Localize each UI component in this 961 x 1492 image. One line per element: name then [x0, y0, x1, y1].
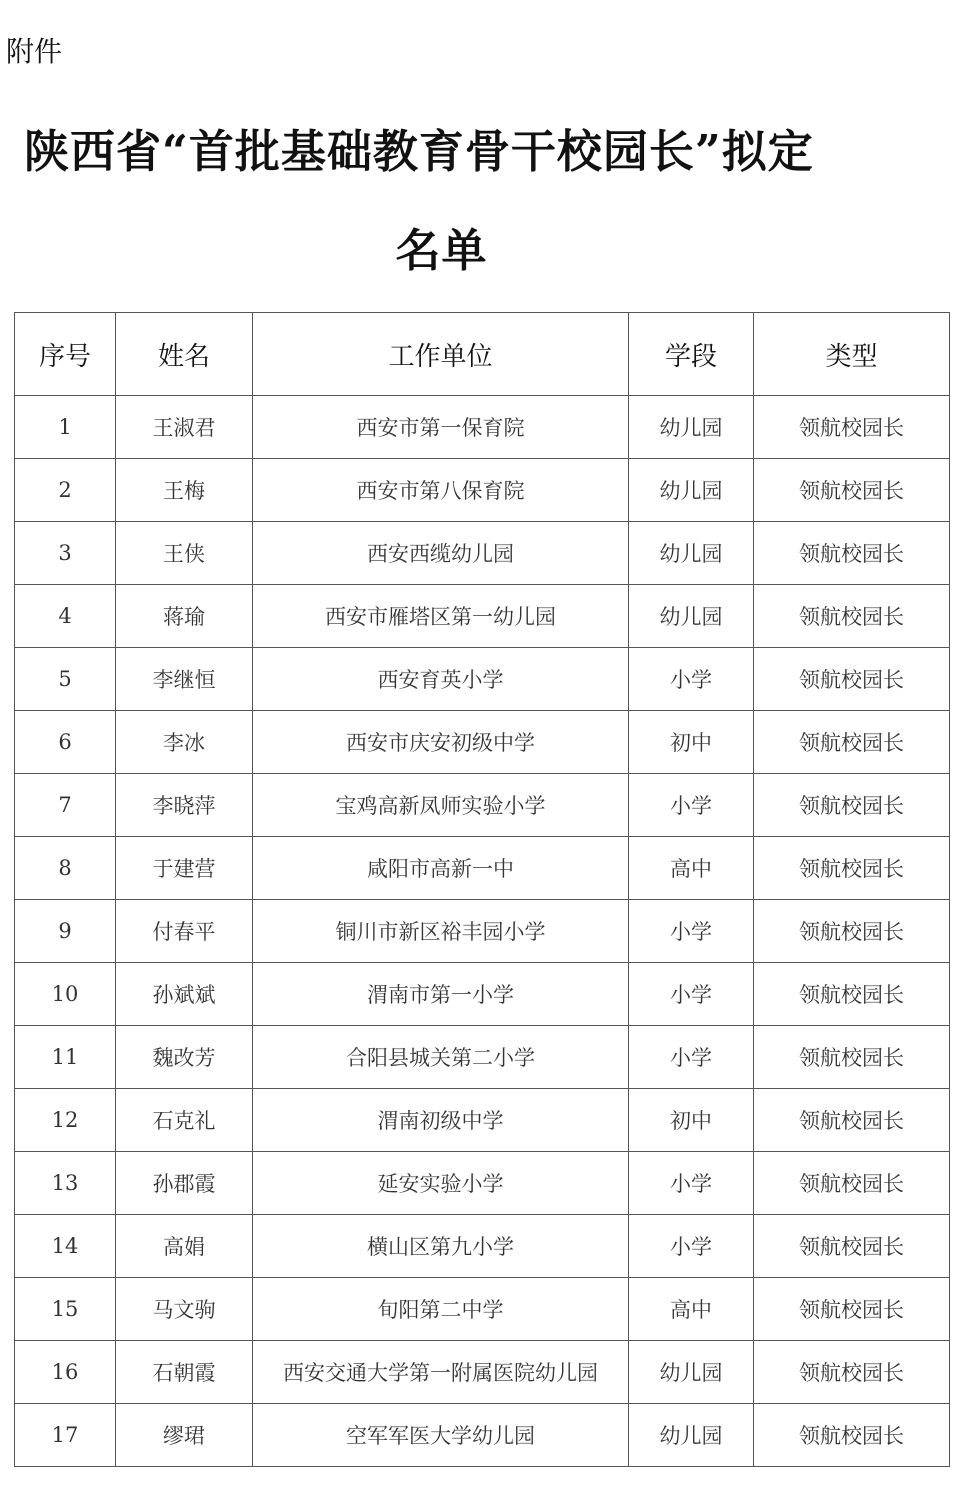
page-title: 陕西省“首批基础教育骨干校园长”拟定	[24, 125, 814, 178]
table-row	[15, 1404, 950, 1467]
cell-stage: 高中	[629, 837, 754, 900]
cell-workplace: 宝鸡高新凤师实验小学	[253, 774, 629, 837]
table-row	[15, 1026, 950, 1089]
cell-index: 5	[15, 648, 116, 711]
table-row	[15, 963, 950, 1026]
table-row	[15, 774, 950, 837]
table-row	[15, 837, 950, 900]
cell-name: 李冰	[116, 711, 253, 774]
table-row	[15, 648, 950, 711]
cell-index: 3	[15, 522, 116, 585]
page-title-line2: 名单	[395, 224, 488, 277]
cell-index: 2	[15, 459, 116, 522]
cell-type: 领航校园长	[754, 774, 950, 837]
cell-name: 于建营	[116, 837, 253, 900]
cell-workplace: 横山区第九小学	[253, 1215, 629, 1278]
cell-index: 15	[15, 1278, 116, 1341]
cell-type: 领航校园长	[754, 459, 950, 522]
cell-name: 蒋瑜	[116, 585, 253, 648]
cell-type: 领航校园长	[754, 837, 950, 900]
cell-type: 领航校园长	[754, 1278, 950, 1341]
table-row	[15, 1152, 950, 1215]
cell-index: 13	[15, 1152, 116, 1215]
cell-stage: 小学	[629, 1215, 754, 1278]
cell-stage: 小学	[629, 900, 754, 963]
cell-workplace: 西安市庆安初级中学	[253, 711, 629, 774]
cell-workplace: 铜川市新区裕丰园小学	[253, 900, 629, 963]
cell-type: 领航校园长	[754, 1404, 950, 1467]
cell-type: 领航校园长	[754, 585, 950, 648]
table-row	[15, 1278, 950, 1341]
header-name: 姓名	[116, 313, 253, 396]
cell-index: 11	[15, 1026, 116, 1089]
table-row	[15, 459, 950, 522]
cell-workplace: 渭南初级中学	[253, 1089, 629, 1152]
cell-type: 领航校园长	[754, 1026, 950, 1089]
cell-name: 高娟	[116, 1215, 253, 1278]
cell-workplace: 西安西缆幼儿园	[253, 522, 629, 585]
cell-name: 李晓萍	[116, 774, 253, 837]
table-row	[15, 522, 950, 585]
cell-type: 领航校园长	[754, 963, 950, 1026]
cell-workplace: 西安市第八保育院	[253, 459, 629, 522]
cell-workplace: 咸阳市高新一中	[253, 837, 629, 900]
candidate-table	[14, 312, 950, 1467]
cell-type: 领航校园长	[754, 1215, 950, 1278]
cell-index: 16	[15, 1341, 116, 1404]
table-row	[15, 900, 950, 963]
header-index: 序号	[15, 313, 116, 396]
cell-name: 王侠	[116, 522, 253, 585]
cell-type: 领航校园长	[754, 1089, 950, 1152]
cell-type: 领航校园长	[754, 900, 950, 963]
cell-workplace: 旬阳第二中学	[253, 1278, 629, 1341]
cell-name: 王淑君	[116, 396, 253, 459]
cell-name: 石朝霞	[116, 1341, 253, 1404]
cell-name: 孙郡霞	[116, 1152, 253, 1215]
cell-name: 孙斌斌	[116, 963, 253, 1026]
header-workplace: 工作单位	[253, 313, 629, 396]
cell-type: 领航校园长	[754, 648, 950, 711]
cell-workplace: 延安实验小学	[253, 1152, 629, 1215]
cell-workplace: 空军军医大学幼儿园	[253, 1404, 629, 1467]
cell-type: 领航校园长	[754, 711, 950, 774]
cell-stage: 小学	[629, 963, 754, 1026]
cell-stage: 小学	[629, 774, 754, 837]
cell-index: 17	[15, 1404, 116, 1467]
table-row	[15, 585, 950, 648]
cell-stage: 幼儿园	[629, 522, 754, 585]
cell-name: 缪珺	[116, 1404, 253, 1467]
cell-workplace: 合阳县城关第二小学	[253, 1026, 629, 1089]
attachment-label: 附件	[6, 35, 63, 68]
table-row	[15, 396, 950, 459]
cell-type: 领航校园长	[754, 1341, 950, 1404]
header-type: 类型	[754, 313, 950, 396]
cell-workplace: 西安育英小学	[253, 648, 629, 711]
cell-stage: 幼儿园	[629, 1404, 754, 1467]
cell-stage: 初中	[629, 711, 754, 774]
cell-index: 6	[15, 711, 116, 774]
cell-stage: 幼儿园	[629, 459, 754, 522]
cell-name: 李继恒	[116, 648, 253, 711]
table-row	[15, 1089, 950, 1152]
cell-index: 9	[15, 900, 116, 963]
cell-workplace: 西安交通大学第一附属医院幼儿园	[253, 1341, 629, 1404]
cell-stage: 高中	[629, 1278, 754, 1341]
cell-type: 领航校园长	[754, 1152, 950, 1215]
cell-stage: 幼儿园	[629, 585, 754, 648]
cell-index: 1	[15, 396, 116, 459]
cell-name: 魏改芳	[116, 1026, 253, 1089]
cell-workplace: 西安市第一保育院	[253, 396, 629, 459]
cell-index: 8	[15, 837, 116, 900]
cell-index: 10	[15, 963, 116, 1026]
cell-stage: 初中	[629, 1089, 754, 1152]
cell-stage: 小学	[629, 648, 754, 711]
cell-stage: 幼儿园	[629, 1341, 754, 1404]
cell-index: 14	[15, 1215, 116, 1278]
table-row	[15, 1215, 950, 1278]
cell-workplace: 渭南市第一小学	[253, 963, 629, 1026]
cell-workplace: 西安市雁塔区第一幼儿园	[253, 585, 629, 648]
cell-stage: 小学	[629, 1152, 754, 1215]
cell-stage: 幼儿园	[629, 396, 754, 459]
cell-index: 7	[15, 774, 116, 837]
cell-type: 领航校园长	[754, 522, 950, 585]
cell-name: 石克礼	[116, 1089, 253, 1152]
cell-stage: 小学	[629, 1026, 754, 1089]
cell-name: 付春平	[116, 900, 253, 963]
cell-index: 12	[15, 1089, 116, 1152]
table-row	[15, 1341, 950, 1404]
table-header-row	[15, 313, 950, 396]
table-row	[15, 711, 950, 774]
header-stage: 学段	[629, 313, 754, 396]
cell-name: 马文驹	[116, 1278, 253, 1341]
cell-name: 王梅	[116, 459, 253, 522]
cell-index: 4	[15, 585, 116, 648]
cell-type: 领航校园长	[754, 396, 950, 459]
